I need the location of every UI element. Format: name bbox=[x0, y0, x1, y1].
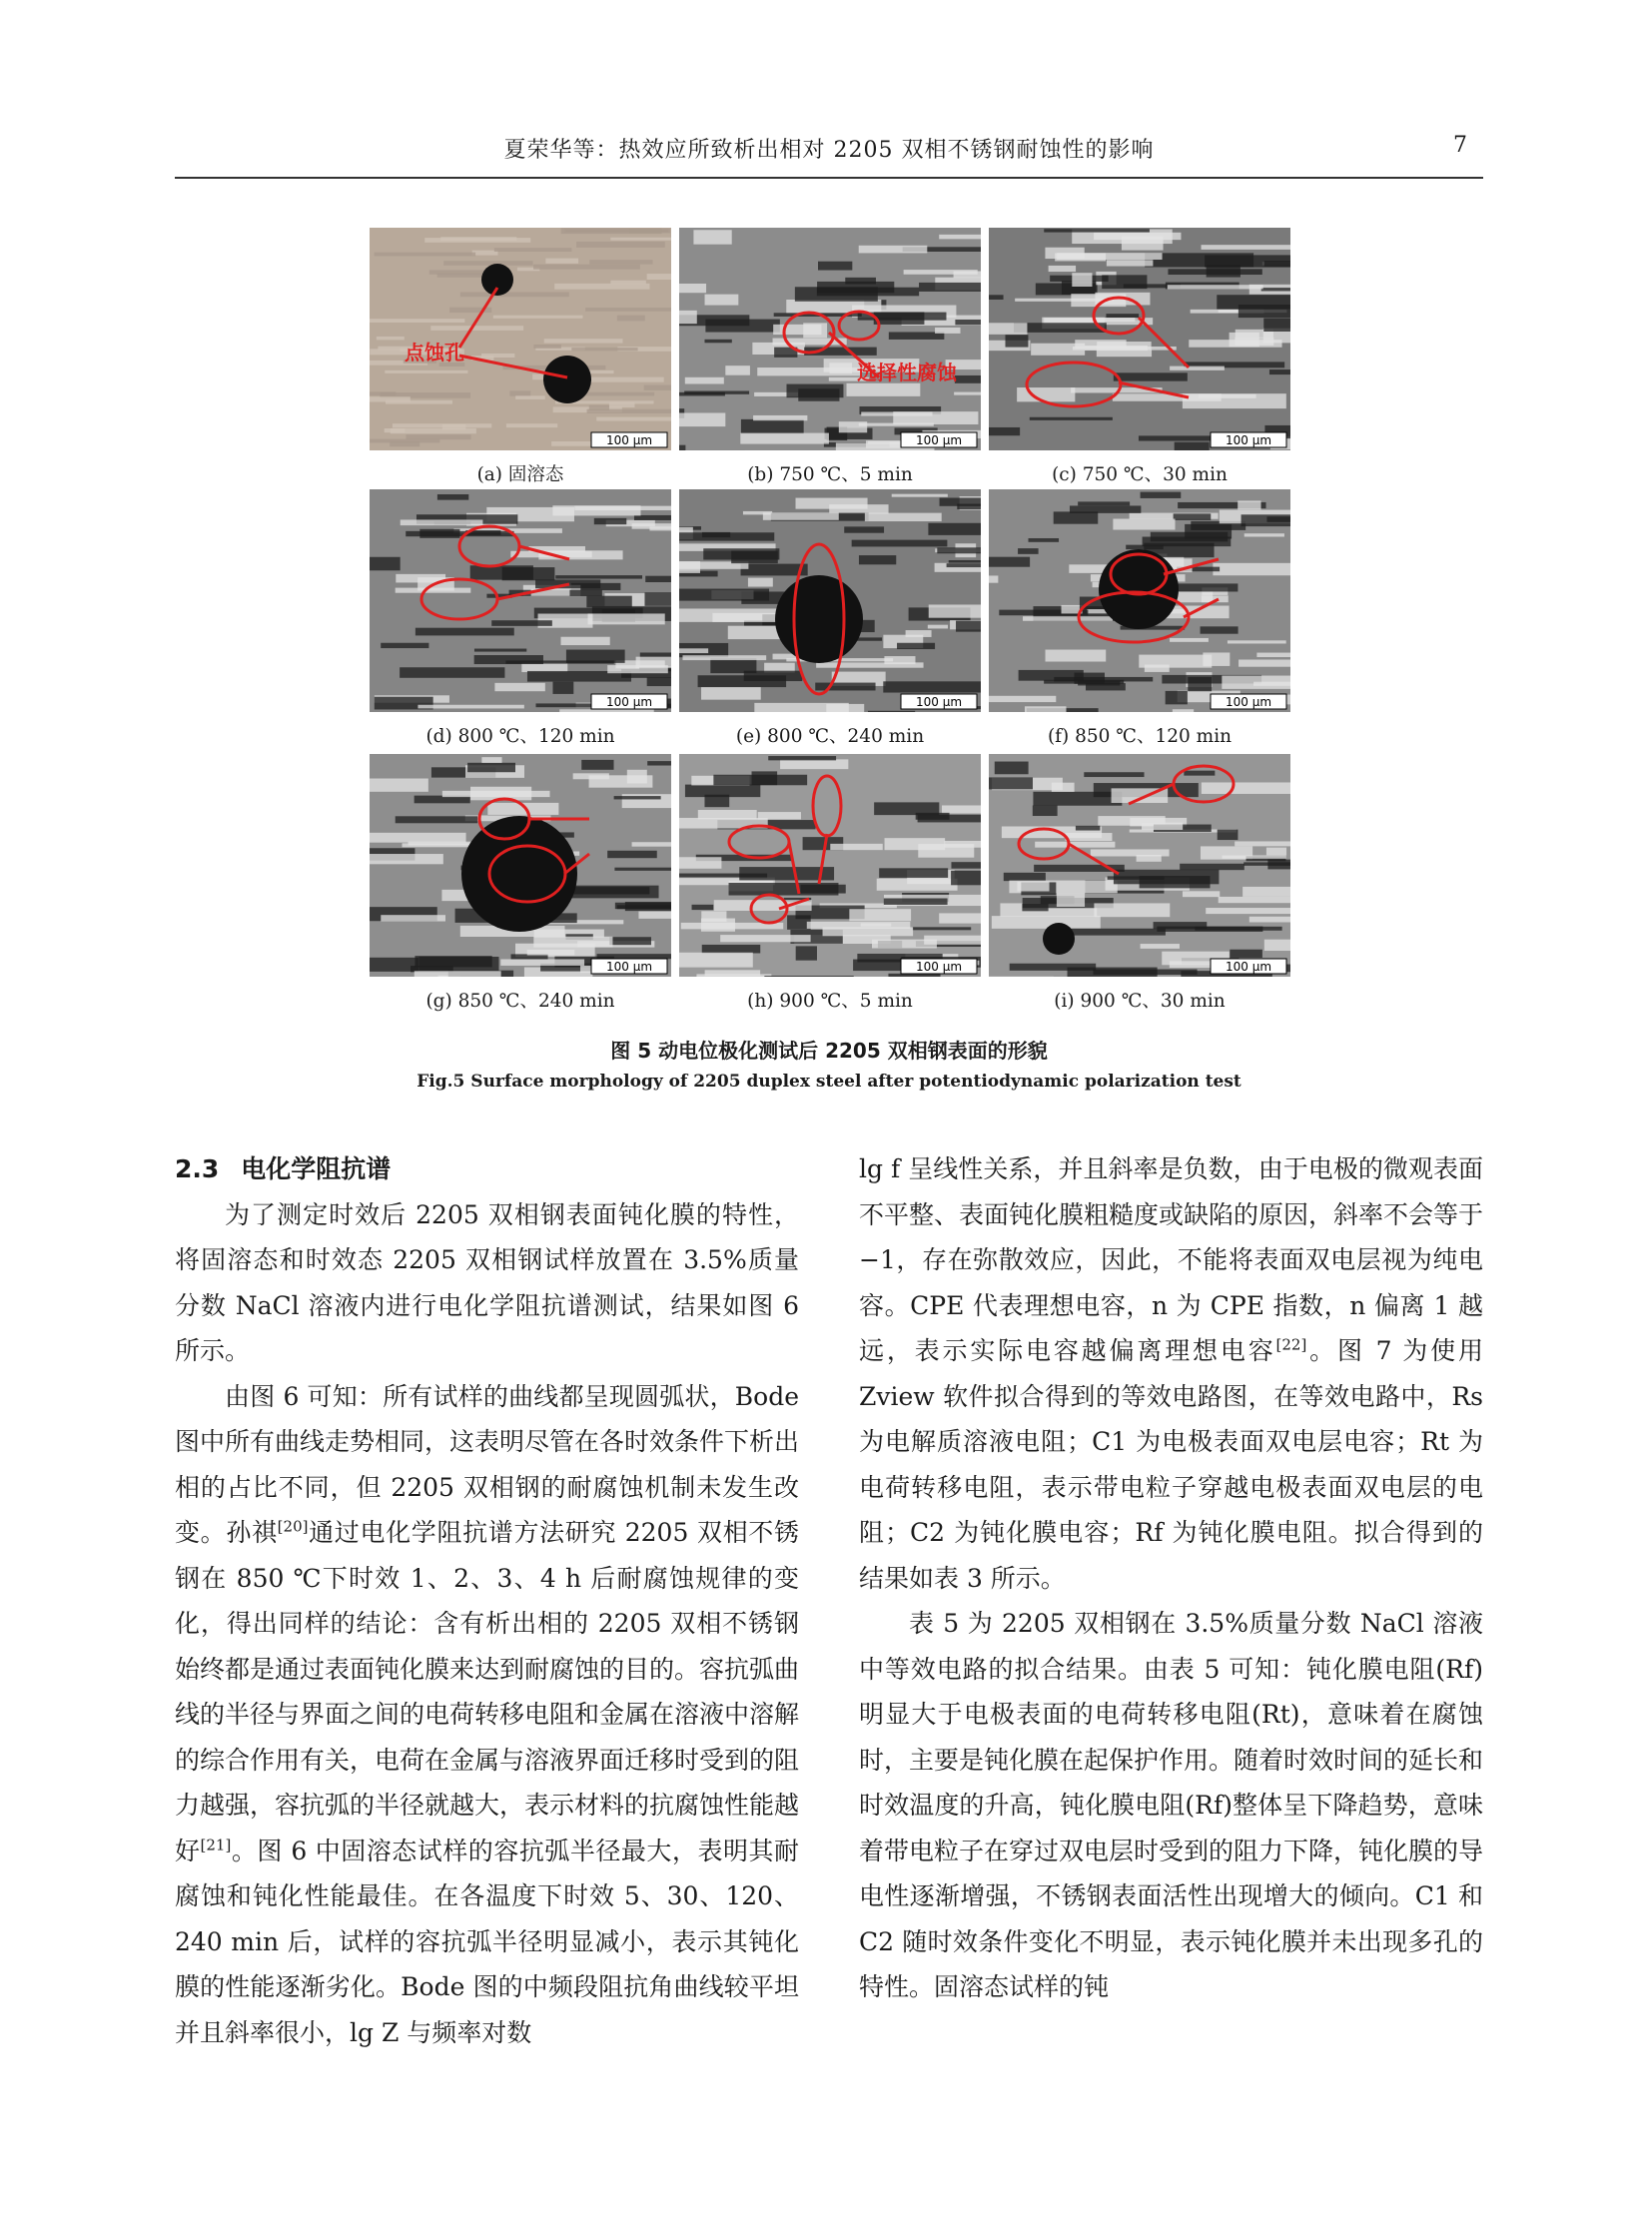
micrograph-image bbox=[989, 754, 1290, 977]
micrograph-image bbox=[370, 228, 671, 450]
header-rule bbox=[175, 177, 1483, 179]
micrograph-panel bbox=[989, 489, 1290, 712]
page-number: 7 bbox=[1453, 133, 1467, 158]
panel-caption: (a) 固溶态 bbox=[476, 464, 564, 485]
citation: [21] bbox=[200, 1836, 232, 1854]
panel-caption: (h) 900 ℃、5 min bbox=[747, 991, 913, 1012]
section-heading bbox=[175, 1146, 799, 1192]
header-title: 夏荣华等：热效应所致析出相对 2205 双相不锈钢耐蚀性的影响 bbox=[503, 138, 1155, 163]
panel-caption: (g) 850 ℃、240 min bbox=[425, 991, 615, 1012]
corrosion-pit bbox=[775, 575, 863, 663]
left-column bbox=[175, 1146, 799, 2055]
scale-bar-label: 100 μm bbox=[1225, 433, 1272, 447]
panel-caption: (e) 800 ℃、240 min bbox=[735, 726, 925, 747]
figure-caption-en: Fig.5 Surface morphology of 2205 duplex steel after potentiodynamic polarization test bbox=[416, 1072, 1241, 1092]
panel-caption: (c) 750 ℃、30 min bbox=[1052, 464, 1228, 485]
figure-caption-cn: 图 5 动电位极化测试后 2205 双相钢表面的形貌 bbox=[610, 1039, 1048, 1063]
micrograph-panel bbox=[679, 754, 981, 977]
micrograph-panel bbox=[679, 228, 981, 450]
corrosion-pit bbox=[1099, 549, 1179, 629]
panel-caption: (b) 750 ℃、5 min bbox=[747, 464, 913, 485]
section-title: 电化学阻抗谱 bbox=[241, 1154, 392, 1183]
corrosion-pit bbox=[1043, 923, 1075, 955]
scale-bar-label: 100 μm bbox=[605, 695, 653, 709]
micrograph-panel bbox=[679, 489, 981, 712]
micrograph-image bbox=[679, 228, 981, 450]
micrograph-panel bbox=[989, 228, 1290, 450]
scale-bar-label: 100 μm bbox=[605, 433, 653, 447]
citation: [20] bbox=[277, 1517, 309, 1536]
micrograph-image bbox=[679, 754, 981, 977]
micrograph-panel bbox=[370, 754, 671, 977]
text-run: 通过电化学阻抗谱方法研究 2205 双相不锈钢在 850 ℃下时效 1、2、3、4 h 后耐腐蚀规律的变化，得出同样的结论：含有析出相的 2205 双相不锈钢始终都是通过表面钝化膜来达到耐腐蚀的目的。容抗弧曲线的半径与界面之间的电荷转移电阻和金属在溶液中溶解的综合作用有关，电荷在金属与溶液界面迁移时受到的阻力越强，容抗弧的半径就越大，表示材料的抗腐蚀性能越好 bbox=[175, 1518, 800, 1865]
in-image-label: 选择性腐蚀 bbox=[857, 361, 957, 384]
panel-caption: (d) 800 ℃、120 min bbox=[425, 726, 615, 747]
scale-bar-label: 100 μm bbox=[1225, 695, 1272, 709]
micrograph-panel bbox=[989, 754, 1290, 977]
paragraph: 表 5 为 2205 双相钢在 3.5%质量分数 NaCl 溶液中等效电路的拟合结果。由表 5 可知：钝化膜电阻(Rf)明显大于电极表面的电荷转移电阻(Rt)，意味着在腐蚀时，主要是钝化膜在起保护作用。随着时效时间的延长和时效温度的升高，钝化膜电阻(Rf)整体呈下降趋势，意味着带电粒子在穿过双电层时受到的阻力下降，钝化膜的导电性逐渐增强，不锈钢表面活性出现增大的倾向。C1 和 C2 随时效条件变化不明显，表示钝化膜并未出现多孔的特性。固溶态试样的钝 bbox=[859, 1609, 1484, 2001]
citation: [22] bbox=[1275, 1335, 1307, 1354]
micrograph-image bbox=[370, 754, 671, 977]
corrosion-pit bbox=[543, 356, 591, 403]
text-run: lg f 呈线性关系，并且斜率是负数，由于电极的微观表面不平整、表面钝化膜粗糙度或缺陷的原因，斜率不会等于−1，存在弥散效应，因此，不能将表面双电层视为纯电容。CPE 代表理想电容，n 为 CPE 指数，n 偏离 1 越远，表示实际电容越偏离理想电容 bbox=[859, 1154, 1484, 1365]
section-number: 2.3 bbox=[175, 1154, 220, 1183]
panel-caption: (f) 850 ℃、120 min bbox=[1047, 726, 1233, 747]
micrograph-image bbox=[370, 489, 671, 712]
micrograph-panel bbox=[370, 489, 671, 712]
micrograph-image bbox=[989, 489, 1290, 712]
right-column bbox=[859, 1146, 1483, 2010]
in-image-label: 点蚀孔 bbox=[405, 341, 464, 365]
micrograph-image bbox=[679, 489, 981, 712]
paragraph: 为了测定时效后 2205 双相钢表面钝化膜的特性，将固溶态和时效态 2205 双相钢试样放置在 3.5%质量分数 NaCl 溶液内进行电化学阻抗谱测试，结果如图 6 所示。 bbox=[175, 1199, 799, 1365]
text-run: 。图 7 为使用 Zview 软件拟合得到的等效电路图，在等效电路中，Rs 为电解质溶液电阻；C1 为电极表面双电层电容；Rt 为电荷转移电阻，表示带电粒子穿越电极表面双电层的电阻；C2 为钝化膜电容；Rf 为钝化膜电阻。拟合得到的结果如表 3 所示。 bbox=[859, 1336, 1483, 1593]
text-run: 由图 6 可知：所有试样的曲线都呈现圆弧状，Bode 图中所有曲线走势相同，这表明尽管在各时效条件下析出相的占比不同，但 2205 双相钢的耐腐蚀机制未发生改变。孙祺 bbox=[175, 1381, 800, 1547]
running-header bbox=[175, 133, 1483, 173]
scale-bar-label: 100 μm bbox=[915, 960, 963, 974]
scale-bar-label: 100 μm bbox=[915, 695, 963, 709]
text-run: 。图 6 中固溶态试样的容抗弧半径最大，表明其耐腐蚀和钝化性能最佳。在各温度下时效 5、30、120、240 min 后，试样的容抗弧半径明显减小，表示其钝化膜的性能逐渐劣化。Bode 图的中频段阻抗角曲线较平坦并且斜率很小，lg Z 与频率对数 bbox=[175, 1836, 799, 2047]
scale-bar-label: 100 μm bbox=[915, 433, 963, 447]
panel-caption: (i) 900 ℃、30 min bbox=[1054, 991, 1226, 1012]
scale-bar-label: 100 μm bbox=[605, 960, 653, 974]
paragraph bbox=[859, 1146, 1483, 1601]
corrosion-pit bbox=[481, 264, 513, 296]
micrograph-panel bbox=[370, 228, 671, 450]
scale-bar-label: 100 μm bbox=[1225, 960, 1272, 974]
micrograph-image bbox=[989, 228, 1290, 450]
paragraph bbox=[175, 1374, 799, 2056]
